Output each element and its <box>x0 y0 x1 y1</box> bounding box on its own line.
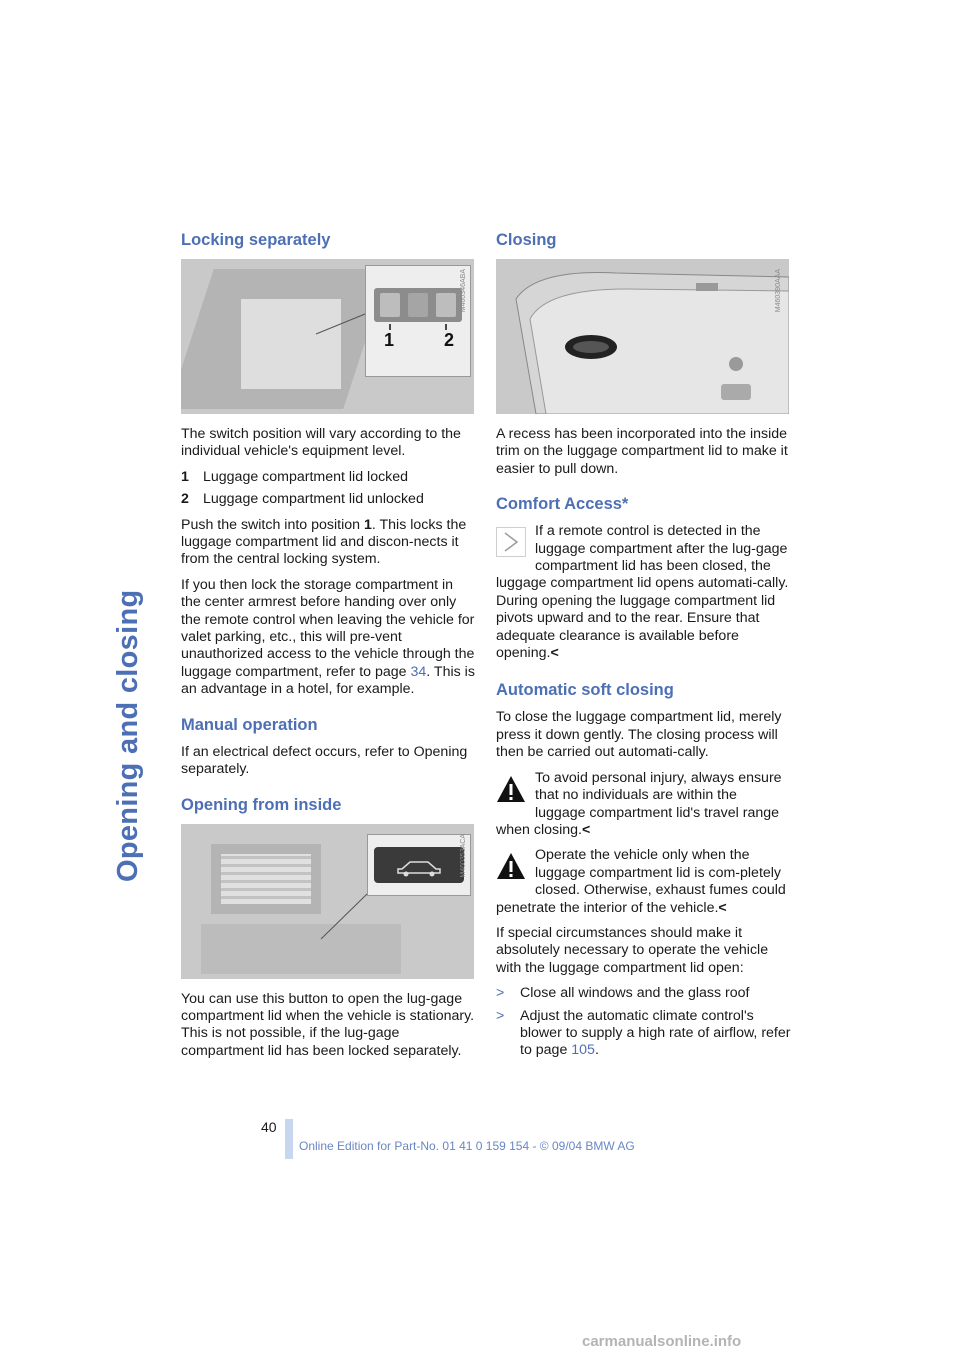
soft-closing-text: To close the luggage compartment lid, merely press it down gently. The closing process will then be carried out automati-cally. <box>496 709 782 761</box>
left-column <box>181 230 476 1068</box>
figure-label-1: 1 <box>384 330 395 350</box>
figure-switch-locking <box>181 259 474 414</box>
figure-label-2: 2 <box>444 330 455 350</box>
heading-locking-separately: Locking separately <box>181 231 331 249</box>
page-link-34[interactable]: 34 <box>410 663 427 680</box>
note-arrow-icon <box>496 527 526 557</box>
warning-note-2: Operate the vehicle only when the luggage compartment lid is com-pletely closed. Otherwise, exhaust fumes could penetrate the interior of the vehicle.< <box>496 847 786 916</box>
figure-code: M460390AAA <box>774 269 782 313</box>
comfort-access-note: If a remote control is detected in the luggage compartment after the lug-gage compartment lid has been closed, the luggage compartment lid opens automati-cally. During opening the luggage compartment lid pivots upward and to the rear. Ensure that adequate clearance is available before opening.< <box>496 523 789 662</box>
opening-inside-text: You can use this button to open the lug-gage compartment lid when the vehicle is stationary. This is not possible, if the lug-gage compartment lid has been locked separately. <box>181 990 475 1059</box>
list-item: > Close all windows and the glass roof <box>496 985 750 1002</box>
closing-text: A recess has been incorporated into the inside trim on the luggage compartment lid to make it easier to pull down. <box>496 426 788 477</box>
locking-paragraph-2: If you then lock the storage compartment in the center armrest before handing over only the remote control when leaving the vehicle for valet parking, etc., this will pre-vent unauthorized access to the vehicle through the luggage compartment, refer to page 34. This is an advantage in a hotel, for example. <box>181 576 475 698</box>
locking-intro: The switch position will vary according to the individual vehicle's equipment level. <box>181 426 461 460</box>
figure-code: M460353ACA <box>459 833 467 878</box>
figure-lid-recess <box>496 259 789 414</box>
footer-bar <box>285 1119 293 1159</box>
heading-closing: Closing <box>496 231 557 249</box>
page-number: 40 <box>261 1119 277 1135</box>
special-circumstances-text: If special circumstances should make it absolutely necessary to operate the vehicle with the luggage compartment lid open: <box>496 924 769 976</box>
heading-manual-operation: Manual operation <box>181 715 318 734</box>
watermark: carmanualsonline.info <box>582 1333 742 1350</box>
chapter-title-text: Opening and closing <box>112 589 144 882</box>
locking-position-list <box>181 469 476 509</box>
manual-operation-text: If an electrical defect occurs, refer to Opening separately. <box>181 743 468 778</box>
luggage-lid-illustration <box>496 259 789 414</box>
heading-automatic-soft-closing: Automatic soft closing <box>496 681 674 700</box>
right-column <box>496 230 791 1065</box>
footer-edition: Online Edition for Part-No. 01 41 0 159 154 - © 09/04 BMW AG <box>299 1139 635 1153</box>
locking-paragraph-1: Push the switch into position 1. This locks the luggage compartment lid and discon-nects it from the central locking system. <box>181 516 467 568</box>
list-item: 2 Luggage compartment lid unlocked <box>181 491 424 508</box>
warning-icon <box>496 851 526 881</box>
figure-code: M460346ABA <box>459 269 467 313</box>
list-item: > Adjust the automatic climate control's blower to supply a high rate of airflow, refer to page 105. <box>496 1007 791 1059</box>
warning-note-1: To avoid personal injury, always ensure that no individuals are within the luggage compartment lid's travel range when closing.< <box>496 769 782 838</box>
page-link-105[interactable]: 105 <box>571 1042 595 1059</box>
special-instructions-list <box>496 985 791 1060</box>
heading-comfort-access: Comfort Access* <box>496 495 629 514</box>
list-item: 1 Luggage compartment lid locked <box>181 468 409 485</box>
chapter-side-title <box>108 230 158 880</box>
warning-icon <box>496 774 526 804</box>
heading-opening-from-inside: Opening from inside <box>181 795 342 814</box>
figure-inside-button <box>181 824 474 979</box>
